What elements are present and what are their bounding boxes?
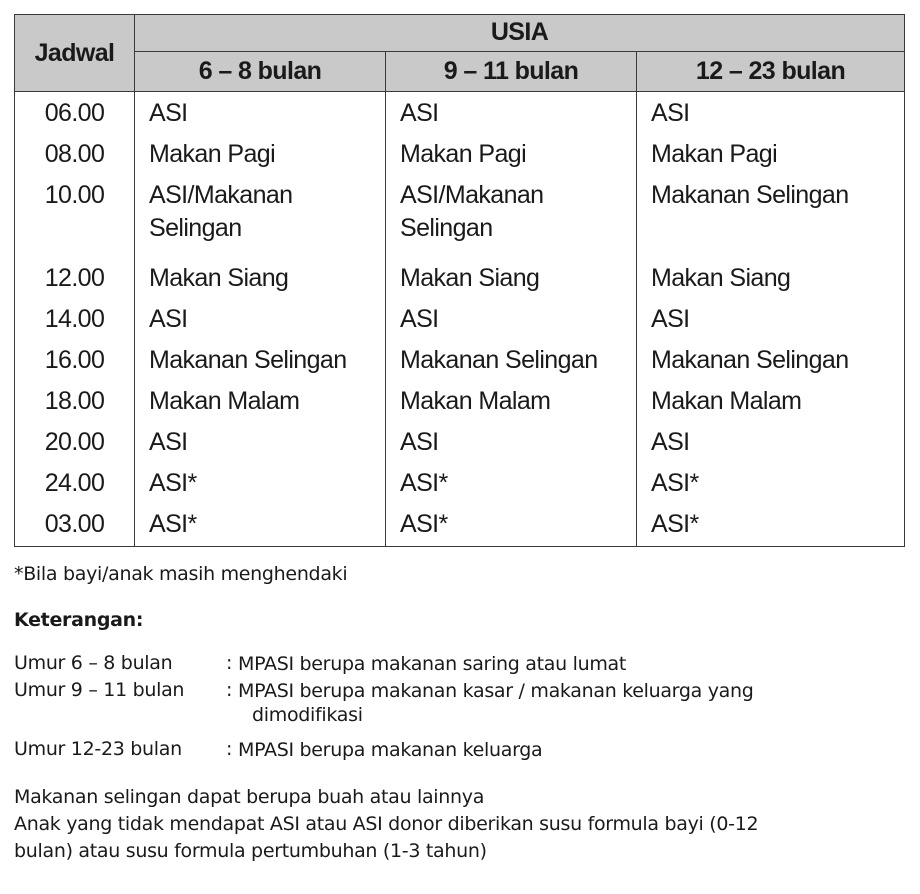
meal-line: Selingan [400, 214, 493, 242]
meal-cell [386, 298, 637, 339]
keterangan-separator: : [226, 738, 233, 760]
meal-cell [637, 503, 905, 547]
time-cell: 12.00 [15, 257, 135, 298]
meal-cell [135, 421, 386, 462]
table-body [15, 92, 905, 547]
time-cell: 16.00 [15, 339, 135, 380]
meal-line: ASI* [149, 469, 197, 497]
note-line: Makanan selingan dapat berupa buah atau lainnya [14, 786, 485, 808]
meal-cell [637, 421, 905, 462]
note-line: bulan) atau susu formula pertumbuhan (1-3 tahun) [14, 840, 487, 862]
usia-header: USIA [135, 15, 905, 52]
time-cell: 10.00 [15, 174, 135, 257]
age-header-6-8: 6 – 8 bulan [135, 51, 386, 91]
meal-line: Makanan Selingan [149, 346, 347, 374]
meal-cell [637, 462, 905, 503]
time-cell: 08.00 [15, 133, 135, 174]
table-row [15, 380, 905, 421]
meal-cell [135, 339, 386, 380]
keterangan-description [238, 738, 542, 762]
keterangan-label: Umur 6 – 8 bulan [14, 652, 173, 674]
jadwal-header: Jadwal [15, 15, 135, 92]
table-row [15, 339, 905, 380]
meal-cell [135, 174, 386, 257]
meal-cell [386, 462, 637, 503]
meal-cell [637, 380, 905, 421]
meal-line: ASI [400, 428, 439, 456]
meal-line: ASI [400, 99, 439, 127]
meal-cell [386, 380, 637, 421]
meal-line: Makan Siang [149, 264, 289, 292]
keterangan-label: Umur 12-23 bulan [14, 738, 182, 760]
meal-line: ASI [149, 99, 188, 127]
keterangan-description [238, 679, 753, 727]
meal-cell [386, 339, 637, 380]
meal-cell [637, 174, 905, 257]
table-row [15, 298, 905, 339]
meal-line: ASI [651, 305, 690, 333]
meal-line: ASI [149, 305, 188, 333]
table-row [15, 503, 905, 547]
meal-cell [135, 503, 386, 547]
table-row [15, 421, 905, 462]
meal-line: ASI [651, 99, 690, 127]
meal-cell [637, 339, 905, 380]
meal-cell [386, 133, 637, 174]
meal-line: Makan Malam [149, 387, 300, 415]
meal-cell [135, 462, 386, 503]
table-row [15, 462, 905, 503]
meal-cell [637, 257, 905, 298]
keterangan-description [238, 652, 626, 676]
time-cell: 20.00 [15, 421, 135, 462]
meal-line: Selingan [149, 214, 242, 242]
table-header [15, 15, 905, 92]
keterangan-label: Umur 9 – 11 bulan [14, 679, 185, 701]
meal-line: Makan Malam [651, 387, 802, 415]
keterangan-line: MPASI berupa makanan saring atau lumat [238, 653, 627, 675]
meal-cell [386, 257, 637, 298]
meal-cell [135, 298, 386, 339]
meal-line: Makanan Selingan [651, 346, 849, 374]
meal-cell [386, 92, 637, 134]
footnote: *Bila bayi/anak masih menghendaki [14, 563, 348, 585]
meal-line: Makan Siang [651, 264, 791, 292]
meal-line: ASI [651, 428, 690, 456]
meal-cell [637, 298, 905, 339]
meal-line: Makan Pagi [149, 140, 276, 168]
meal-line: Makanan Selingan [400, 346, 598, 374]
keterangan-separator: : [226, 679, 233, 701]
time-cell: 03.00 [15, 503, 135, 547]
table-row [15, 257, 905, 298]
time-cell: 14.00 [15, 298, 135, 339]
age-header-12-23: 12 – 23 bulan [637, 51, 905, 91]
table-row [15, 92, 905, 134]
meal-line: Makan Malam [400, 387, 551, 415]
meal-cell [135, 380, 386, 421]
meal-line: Makan Pagi [651, 140, 778, 168]
meal-line: Makanan Selingan [651, 181, 849, 209]
meal-line: ASI* [651, 469, 699, 497]
meal-cell [386, 421, 637, 462]
age-header-9-11: 9 – 11 bulan [386, 51, 637, 91]
meal-cell [386, 174, 637, 257]
meal-line: ASI [400, 305, 439, 333]
time-cell: 18.00 [15, 380, 135, 421]
table-row [15, 174, 905, 257]
meal-line: ASI* [149, 510, 197, 538]
meal-line: ASI/Makanan [149, 181, 293, 209]
feeding-schedule-table [14, 14, 905, 547]
meal-line: Makan Siang [400, 264, 540, 292]
keterangan-line: MPASI berupa makanan kasar / makanan keluarga yang [238, 680, 754, 702]
meal-cell [135, 257, 386, 298]
meal-cell [386, 503, 637, 547]
meal-cell [135, 133, 386, 174]
meal-line: ASI* [400, 510, 448, 538]
keterangan-title: Keterangan: [14, 609, 144, 631]
meal-line: ASI/Makanan [400, 181, 544, 209]
meal-cell [135, 92, 386, 134]
meal-line: ASI* [651, 510, 699, 538]
table-row [15, 133, 905, 174]
meal-line: ASI* [400, 469, 448, 497]
meal-line: ASI [149, 428, 188, 456]
meal-line: Makan Pagi [400, 140, 527, 168]
time-cell: 24.00 [15, 462, 135, 503]
keterangan-separator: : [226, 652, 233, 674]
meal-cell [637, 133, 905, 174]
keterangan-line: MPASI berupa makanan keluarga [238, 739, 543, 761]
keterangan-line: dimodifikasi [252, 704, 363, 726]
meal-cell [637, 92, 905, 134]
note-line: Anak yang tidak mendapat ASI atau ASI donor diberikan susu formula bayi (0-12 [14, 813, 759, 835]
time-cell: 06.00 [15, 92, 135, 134]
